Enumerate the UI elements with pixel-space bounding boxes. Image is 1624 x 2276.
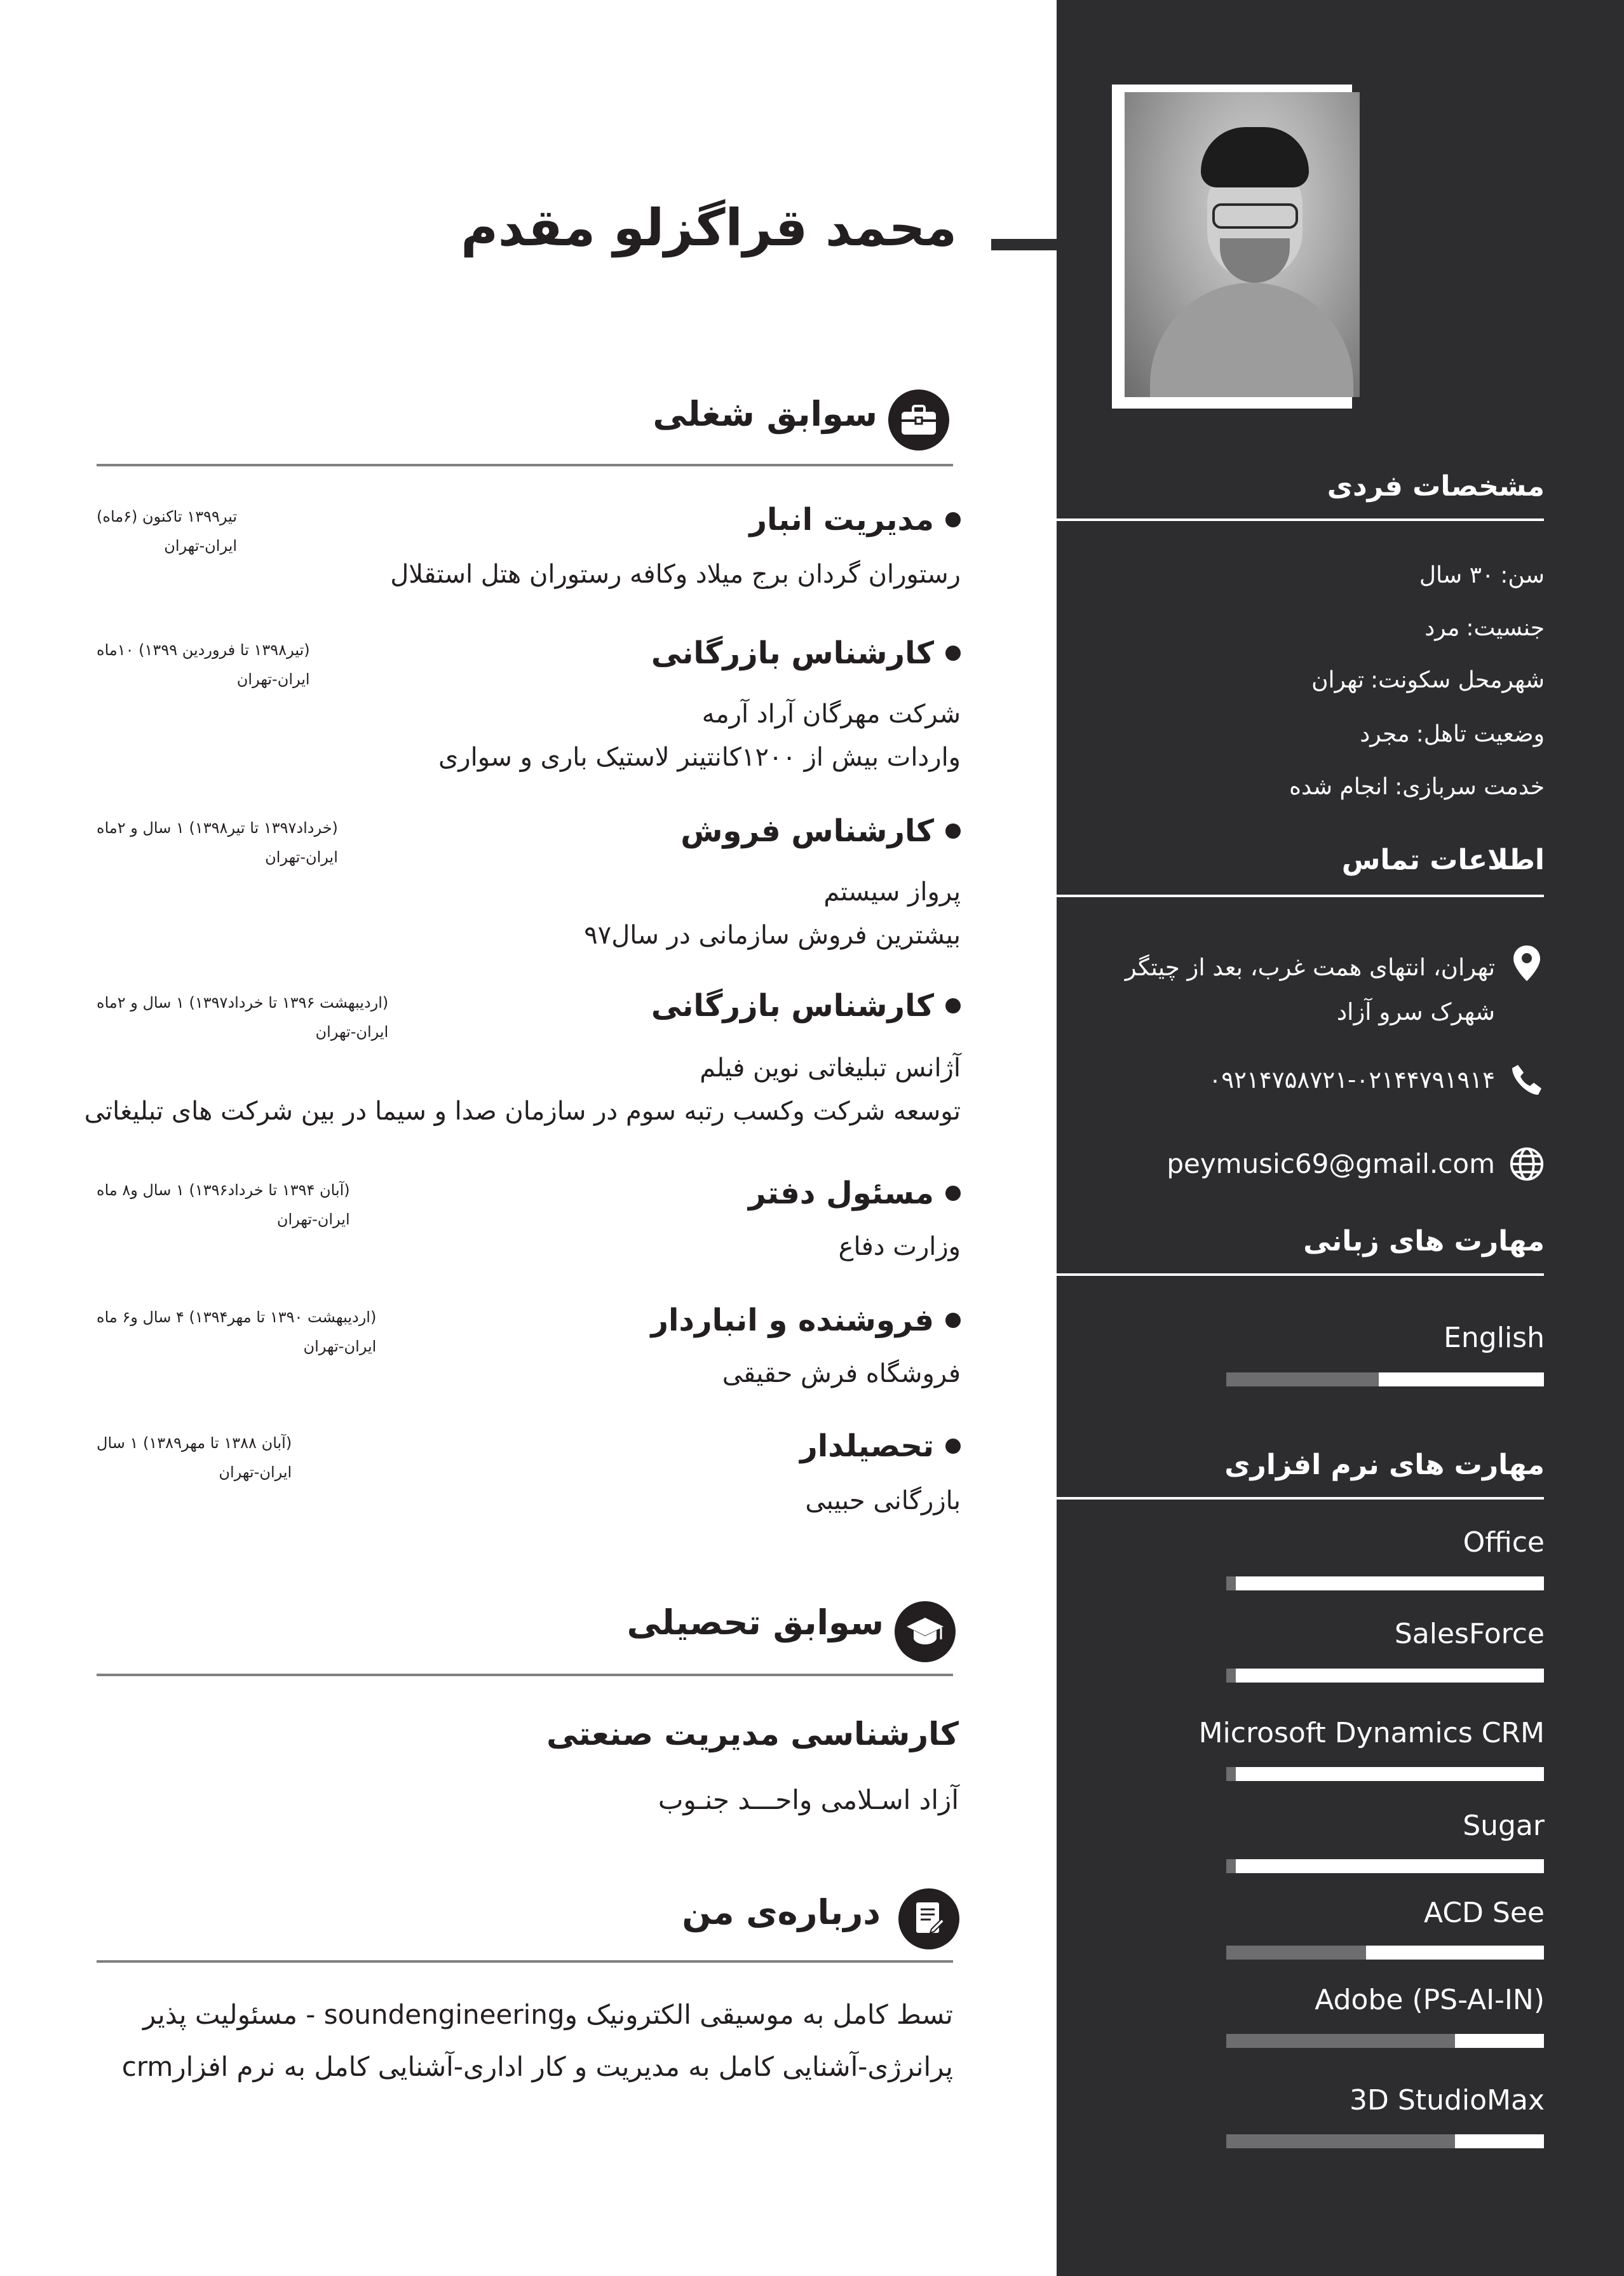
education-heading: سوابق تحصیلی — [626, 1602, 884, 1643]
about-text — [97, 1989, 953, 2093]
bullet — [945, 1313, 961, 1328]
job-location: ایران-تهران — [219, 1463, 292, 1481]
language-skills-heading: مهارت های زبانی — [1303, 1225, 1545, 1257]
bullet — [945, 1439, 961, 1454]
job-entry — [97, 502, 961, 610]
skill-name: Adobe (PS-AI-IN) — [1315, 1984, 1545, 2016]
bullet — [945, 646, 961, 661]
skill-name: Microsoft Dynamics CRM — [1198, 1717, 1545, 1749]
bullet — [945, 823, 961, 839]
email-address: peymusic69@gmail.com — [1167, 1148, 1495, 1179]
skill-level-bar — [1226, 1372, 1544, 1386]
skill-level-bar — [1226, 1946, 1544, 1960]
location-pin-icon — [1509, 945, 1545, 981]
job-date: (آبان ۱۳۹۴ تا خرداد۱۳۹۶) ۱ سال و۸ ماه — [97, 1181, 350, 1199]
work-experience-divider — [97, 464, 953, 466]
job-title: کارشناس بازرگانی — [651, 635, 934, 671]
job-location: ایران-تهران — [265, 848, 338, 866]
skill-name: 3D StudioMax — [1350, 2084, 1545, 2117]
job-entry — [97, 813, 961, 959]
contact-divider — [1057, 895, 1544, 897]
job-location: ایران-تهران — [236, 670, 310, 688]
job-title: کارشناس فروش — [680, 813, 934, 849]
job-location: ایران-تهران — [276, 1210, 350, 1228]
job-entry — [97, 1303, 961, 1404]
info-marital: وضعیت تاهل:مجرد — [1360, 721, 1545, 747]
skill-name: ACD See — [1424, 1897, 1545, 1929]
job-location: ایران-تهران — [164, 537, 238, 555]
education-divider — [97, 1674, 953, 1676]
job-description-line: توسعه شرکت وکسب رتبه سوم در سازمان صدا و سیما در بین شرکت های تبلیغاتی — [84, 1097, 961, 1126]
job-location: ایران-تهران — [315, 1023, 389, 1041]
school-name: آزاد اسـلامی واحـــد جنـوب — [658, 1784, 959, 1815]
skill-name: English — [1444, 1322, 1545, 1354]
software-skills-heading: مهارت های نرم افزاری — [1224, 1449, 1545, 1481]
contact-email[interactable] — [1167, 1146, 1545, 1182]
about-line-1: تسط کامل به موسیقی الکترونیک وsoundengineering - مسئولیت پذیر — [142, 1999, 953, 2030]
job-title: مسئول دفتر — [748, 1175, 934, 1211]
info-military: خدمت سربازی:انجام شده — [1289, 774, 1545, 800]
skill-name: SalesForce — [1394, 1618, 1545, 1650]
job-location: ایران-تهران — [303, 1338, 377, 1355]
job-date: (خرداد۱۳۹۷ تا تیر۱۳۹۸) ۱ سال و ۲ماه — [97, 819, 338, 837]
skill-level-bar — [1226, 1576, 1544, 1590]
contact-phone[interactable] — [1208, 1062, 1545, 1098]
phone-icon — [1509, 1062, 1545, 1098]
job-description-line: فروشگاه فرش حقیقی — [722, 1359, 961, 1388]
job-description-line: واردات بیش از ۱۲۰۰کانتینر لاستیک باری و سواری — [438, 743, 961, 772]
bullet — [945, 512, 961, 527]
degree-title: کارشناسی مدیریت صنعتی — [546, 1716, 959, 1752]
graduation-cap-icon — [895, 1601, 956, 1662]
contact-address — [1125, 945, 1545, 1034]
skill-level-bar — [1226, 1859, 1544, 1873]
bullet — [945, 998, 961, 1013]
about-heading: درباره‌ی من — [682, 1892, 881, 1932]
work-experience-heading: سوابق شغلی — [653, 394, 877, 434]
job-description-line: بازرگانی حبیبی — [805, 1486, 961, 1515]
phone-number: ۰۹۲۱۴۷۵۸۷۲۱-۰۲۱۴۴۷۹۱۹۱۴ — [1208, 1066, 1495, 1094]
job-title: فروشنده و انباردار — [651, 1303, 934, 1338]
language-skills-divider — [1057, 1273, 1544, 1276]
info-gender: جنسیت:مرد — [1424, 615, 1545, 641]
job-date: (آبان ۱۳۸۸ تا مهر۱۳۸۹) ۱ سال — [97, 1434, 292, 1452]
job-title: مدیریت انبار — [749, 502, 934, 538]
job-description-line: بیشترین فروش سازمانی در سال۹۷ — [584, 921, 961, 950]
job-entry — [97, 635, 961, 782]
skill-level-bar — [1226, 2034, 1544, 2048]
about-line-2: پرانرژی-آشنایی کامل به مدیریت و کار اداری-آشنایی کامل به نرم افزارcrm — [121, 2051, 953, 2082]
job-date: (اردیبهشت ۱۳۹۶ تا خرداد۱۳۹۷) ۱ سال و ۲ماه — [97, 994, 389, 1012]
software-skills-divider — [1057, 1497, 1544, 1500]
address-line-1: تهران، انتهای همت غرب، بعد از چیتگر — [1125, 954, 1495, 981]
job-description-line: پرواز سیستم — [823, 877, 961, 907]
skill-level-bar — [1226, 1767, 1544, 1781]
job-description-line: آژانس تبلیغاتی نوین فیلم — [700, 1053, 961, 1083]
skill-level-bar — [1226, 1669, 1544, 1683]
personal-info-divider — [1057, 518, 1544, 521]
briefcase-icon — [888, 389, 949, 450]
bullet — [945, 1186, 961, 1201]
contact-heading: اطلاعات تماس — [1341, 844, 1545, 876]
info-city: شهرمحل سکونت:تهران — [1311, 667, 1545, 693]
skill-name: Office — [1463, 1526, 1545, 1559]
job-description-line: رستوران گردان برج میلاد وکافه رستوران هتل استقلال — [390, 560, 961, 589]
job-entry — [84, 988, 961, 1134]
job-description-line: وزارت دفاع — [838, 1232, 961, 1261]
name-accent-dash — [991, 239, 1057, 250]
job-date: تیر۱۳۹۹ تاکنون (۶ماه) — [97, 508, 238, 525]
address-line-2: شهرک سرو آزاد — [1336, 998, 1495, 1026]
info-age: سن:۳۰ سال — [1419, 562, 1545, 588]
about-divider — [97, 1960, 953, 1963]
job-date: (اردیبهشت ۱۳۹۰ تا مهر۱۳۹۴) ۴ سال و۶ ماه — [97, 1308, 377, 1326]
job-date: (تیر۱۳۹۸ تا فروردین ۱۳۹۹) ۱۰ماه — [97, 641, 310, 659]
job-title: تحصیلدار — [800, 1428, 934, 1464]
job-title: کارشناس بازرگانی — [651, 988, 934, 1024]
job-entry — [97, 1428, 961, 1530]
full-name: محمد قراگزلو مقدم — [461, 198, 957, 257]
skill-level-bar — [1226, 2134, 1544, 2148]
globe-icon — [1509, 1146, 1545, 1182]
profile-photo — [1125, 92, 1360, 397]
document-icon — [898, 1888, 959, 1949]
job-description-line: شرکت مهرگان آراد آرمه — [701, 700, 961, 729]
personal-info-heading: مشخصات فردی — [1327, 470, 1545, 503]
skill-name: Sugar — [1463, 1810, 1545, 1842]
job-entry — [97, 1175, 961, 1277]
